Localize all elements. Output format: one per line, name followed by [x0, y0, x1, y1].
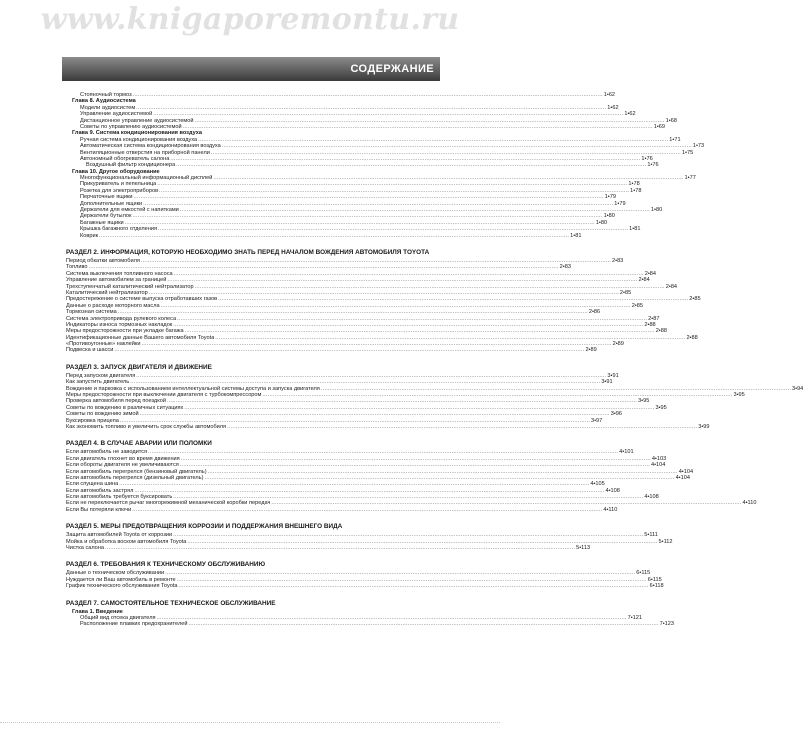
toc-entry-title: Если обороты двигателя не увеличиваются [66, 462, 179, 469]
toc-section-heading: РАЗДЕЛ 3. ЗАПУСК ДВИГАТЕЛЯ И ДВИЖЕНИЕ [66, 363, 212, 371]
toc-entry-title: Предостережение о системе выпуска отработавших газов [66, 296, 218, 303]
toc-page-number: 5•112 [658, 538, 673, 545]
toc-section-heading: РАЗДЕЛ 2. ИНФОРМАЦИЯ, КОТОРУЮ НЕОБХОДИМО ЗНАТЬ ПЕРЕД НАЧАЛОМ ВОЖДЕНИЯ АВТОМОБИЛЯ TOYOTA [66, 248, 430, 256]
toc-entry-title: Вождение и парковка с использованием интеллектуальной системы доступа и запуска двигателя [66, 385, 320, 392]
toc-page-number: 2•84 [644, 270, 657, 277]
toc-entry-title: Если автомобиль перегрелся (дизельный двигатель) [66, 474, 204, 481]
toc-section-heading: РАЗДЕЛ 7. САМОСТОЯТЕЛЬНОЕ ТЕХНИЧЕСКОЕ ОБСЛУЖИВАНИЕ [66, 599, 276, 607]
toc-entry [66, 506, 618, 513]
toc-page-number: 2•85 [631, 302, 643, 309]
toc-leader-dots [176, 162, 646, 168]
toc-page-number: 3•94 [791, 385, 803, 392]
toc-page-number: 2•84 [665, 283, 678, 290]
toc-leader-dots [133, 92, 603, 98]
toc-leader-dots [188, 621, 658, 627]
toc-entry-title: Автономный обогреватель салона [80, 155, 170, 162]
toc-entry-title: Если спущена шина [66, 481, 119, 488]
toc-page-number: 4•110 [742, 500, 757, 507]
toc-page-number: 1•68 [665, 117, 677, 124]
toc-page-number: 3•99 [698, 423, 710, 430]
table-of-contents [66, 92, 803, 628]
toc-page-number: 2•84 [638, 277, 650, 284]
toc-page-number: 1•76 [641, 155, 653, 162]
toc-entry-title: Автоматическая система кондиционирования воздуха [80, 143, 221, 150]
toc-page-number: 6•118 [649, 583, 664, 590]
bottom-divider [0, 722, 500, 727]
toc-section-heading: РАЗДЕЛ 4. В СЛУЧАЕ АВАРИИ ИЛИ ПОЛОМКИ [66, 440, 212, 448]
toc-entry-title: Вентиляционные отверстия на приборной панели [80, 149, 210, 156]
toc-section-heading: РАЗДЕЛ 6. ТРЕБОВАНИЯ К ТЕХНИЧЕСКОМУ ОБСЛУЖИВАНИЮ [66, 561, 266, 569]
toc-page-number: 4•103 [651, 455, 667, 462]
header-bar [62, 57, 440, 81]
toc-leader-dots [105, 545, 575, 551]
toc-page-number: 2•85 [689, 296, 701, 303]
toc-page-number: 3•91 [601, 379, 613, 386]
toc-entry-title: Управление аудиосистемой [80, 111, 153, 118]
toc-entry-title: Индикаторы износа тормозных накладок [66, 321, 173, 328]
toc-page-number: 1•69 [653, 123, 666, 130]
toc-leader-dots [132, 507, 602, 513]
toc-leader-dots [227, 424, 697, 430]
toc-leader-dots [183, 124, 653, 130]
toc-entry-title: Держатели бутылок [80, 213, 132, 220]
toc-page-number: 4•105 [590, 481, 605, 488]
toc-entry-title: Идентификационные данные Вашего автомобиля Toyota [66, 334, 215, 341]
toc-entry-title: Данные о техническом обслуживании [66, 570, 165, 577]
toc-entry-title: Период обкатки автомобиля [66, 257, 140, 264]
toc-page-number: 2•83 [559, 264, 571, 271]
toc-page-number: 1•62 [624, 111, 636, 118]
toc-entry-title: Буксировка прицепа [66, 417, 119, 424]
toc-entry-title: Проверка автомобиля перед поездкой [66, 398, 166, 405]
toc-entry-title: Крышка багажного отделения [80, 226, 158, 233]
toc-page-number: 5•111 [644, 532, 658, 539]
toc-entry-title: Общий вид отсека двигателя [80, 615, 156, 621]
toc-entry-title: Защита автомобилей Toyota от коррозии [66, 532, 173, 539]
toc-entry-title: Коврик [80, 232, 99, 239]
toc-entry-title: Советы по вождению зимой [66, 411, 139, 418]
toc-page-number: 3•95 [638, 398, 650, 405]
toc-entry-title: Если не переключается рычаг многорежимной механической коробки передач [66, 500, 271, 507]
toc-entry [66, 583, 664, 590]
toc-leader-dots [114, 347, 584, 353]
toc-entry-title: Подвеска и шасси [66, 347, 114, 354]
toc-entry [66, 423, 710, 430]
toc-entry-title: Советы по управлению аудиосистемой [80, 123, 182, 130]
toc-page-number: 1•80 [603, 213, 615, 220]
toc-page-number: 4•108 [605, 487, 620, 494]
toc-entry-title: Модели аудиосистем [80, 104, 136, 111]
toc-entry-title: Если автомобиль не заводится [66, 449, 148, 456]
toc-page-number: 3•96 [610, 411, 623, 418]
toc-page-number: 4•108 [644, 494, 659, 501]
toc-entry-title: Тормозная система [66, 309, 117, 316]
toc-page-number: 3•95 [733, 392, 745, 399]
page-title: СОДЕРЖАНИЕ [350, 63, 434, 75]
toc-entry-title: Если автомобиль перегрелся (бензиновый двигатель) [66, 468, 207, 475]
toc-entry-title: Прикуриватель и пепельница [80, 181, 157, 188]
toc-page-number: 1•62 [603, 92, 616, 98]
toc-leader-dots [179, 583, 649, 589]
toc-page-number: 4•104 [675, 474, 690, 481]
toc-entry [66, 232, 582, 239]
toc-page-number: 2•89 [585, 347, 597, 354]
toc-entry-title: Каталитический нейтрализатор [66, 289, 148, 296]
toc-page-number: 7•121 [627, 615, 643, 621]
toc-page-number: 2•88 [686, 334, 698, 341]
toc-page-number: 1•73 [692, 143, 705, 150]
toc-page-number: 2•89 [612, 341, 624, 348]
toc-entry-title: Если двигатель глохнет во время движения [66, 455, 180, 462]
toc-page-number: 2•86 [588, 309, 601, 316]
toc-page-number: 1•78 [628, 181, 640, 188]
toc-page-number: 1•78 [630, 187, 642, 194]
toc-entry-title: Багажные ящики [80, 219, 124, 226]
toc-entry [66, 545, 591, 552]
toc-entry-title: Нуждается ли Ваш автомобиль в ремонте [66, 576, 176, 583]
toc-entry-title: Трехступенчатый каталитический нейтрализатор [66, 283, 194, 290]
toc-entry-title: Данные о расходе моторного масла [66, 302, 160, 309]
toc-page-number: 7•123 [659, 621, 674, 628]
toc-page-number: 2•87 [648, 315, 660, 322]
toc-entry-title: Как экономить топливо и увеличить срок службы автомобиля [66, 423, 227, 430]
toc-page-number: 1•81 [629, 226, 641, 233]
toc-leader-dots [99, 233, 569, 239]
toc-page-number: 4•104 [650, 462, 666, 469]
toc-entry-title: Система электропривода рулевого колеса [66, 315, 177, 322]
toc-page-number: 1•71 [669, 136, 681, 143]
toc-page-number: 4•110 [603, 506, 618, 513]
toc-entry [66, 347, 597, 354]
toc-entry-title: «Противоугонные» наклейки [66, 341, 141, 348]
toc-page-number: 1•81 [570, 232, 582, 239]
toc-page-number: 3•97 [590, 417, 603, 424]
toc-page-number: 2•88 [655, 328, 667, 335]
toc-entry-title: Меры предосторожности при укладке багажа [66, 328, 184, 335]
toc-entry-title: Меры предосторожности при выключении двигателя с турбокомпрессором [66, 392, 262, 399]
toc-entry-title: Управление автомобилем за границей [66, 277, 167, 284]
toc-entry-title: Перчаточные ящики [80, 194, 133, 201]
toc-entry-title: Если автомобиль требуется буксировать [66, 494, 173, 501]
toc-entry-title: Как запустить двигатель [66, 379, 130, 386]
toc-entry-title: Стояночный тормоз [80, 92, 132, 98]
toc-entry-title: Глава 10. Другое оборудование [72, 168, 160, 175]
toc-page-number: 2•83 [612, 257, 624, 264]
toc-page-number: 1•77 [684, 175, 696, 182]
watermark: www.knigaporemontu.ru [40, 2, 460, 37]
toc-page-number: 3•95 [655, 404, 667, 411]
toc-page-number: 1•80 [650, 207, 663, 214]
toc-entry-title: Если Вы потеряли ключи [66, 506, 132, 513]
toc-entry-title: Глава 8. Аудиосистема [72, 98, 136, 105]
toc-page-number: 1•79 [604, 194, 616, 201]
toc-entry-title: Чистка салона [66, 545, 104, 552]
toc-entry-title: Ручная система кондиционирования воздуха [80, 136, 198, 143]
toc-page-number: 1•75 [681, 149, 694, 156]
toc-page-number: 1•80 [595, 219, 608, 226]
toc-entry-title: Дополнительные ящики [80, 200, 143, 207]
toc-entry-title: Топливо [66, 264, 88, 271]
toc-page-number: 2•88 [644, 321, 656, 328]
toc-entry-title: Перед запуском двигателя [66, 372, 136, 379]
toc-entry-title: Советы по вождению в различных ситуациях [66, 404, 184, 411]
toc-page-number: 6•115 [636, 570, 651, 577]
toc-entry-title: Мойка и обработка воском автомобиля Toyota [66, 538, 187, 545]
toc-entry-title: Система выключения топливного насоса [66, 270, 173, 277]
toc-entry-title: Многофункциональный информационный дисплей [80, 175, 213, 182]
toc-entry [66, 621, 674, 628]
toc-entry-title: Глава 9. Система кондиционирования воздуха [72, 130, 202, 137]
toc-entry-title: Если автомобиль застрял [66, 487, 134, 494]
toc-section-heading: РАЗДЕЛ 5. МЕРЫ ПРЕДОТВРАЩЕНИЯ КОРРОЗИИ И ПОДДЕРЖАНИЯ ВНЕШНЕГО ВИДА [66, 523, 343, 531]
toc-entry-title: Розетка для электроприборов [80, 187, 159, 194]
toc-page-number: 6•115 [647, 576, 662, 583]
toc-page-number: 1•76 [647, 162, 659, 169]
toc-page-number: 3•91 [607, 372, 619, 379]
toc-entry-title: Дистанционное управление аудиосистемой [80, 117, 194, 124]
toc-page-number: 2•85 [619, 289, 632, 296]
toc-entry-title: Воздушный фильтр кондиционера [86, 162, 176, 169]
toc-page-number: 1•79 [614, 200, 626, 207]
toc-entry-title: График технического обслуживания Toyota [66, 583, 178, 590]
toc-entry-title: Держатели для емкостей с напитками [80, 207, 179, 214]
toc-entry-title: Глава 1. Введение [72, 608, 123, 615]
toc-entry-title: Расположение плавких предохранителей [80, 621, 188, 628]
toc-page-number: 5•113 [576, 545, 591, 552]
toc-page-number: 4•104 [678, 468, 694, 475]
toc-page-number: 1•62 [607, 104, 619, 111]
toc-page-number: 4•101 [619, 449, 634, 456]
